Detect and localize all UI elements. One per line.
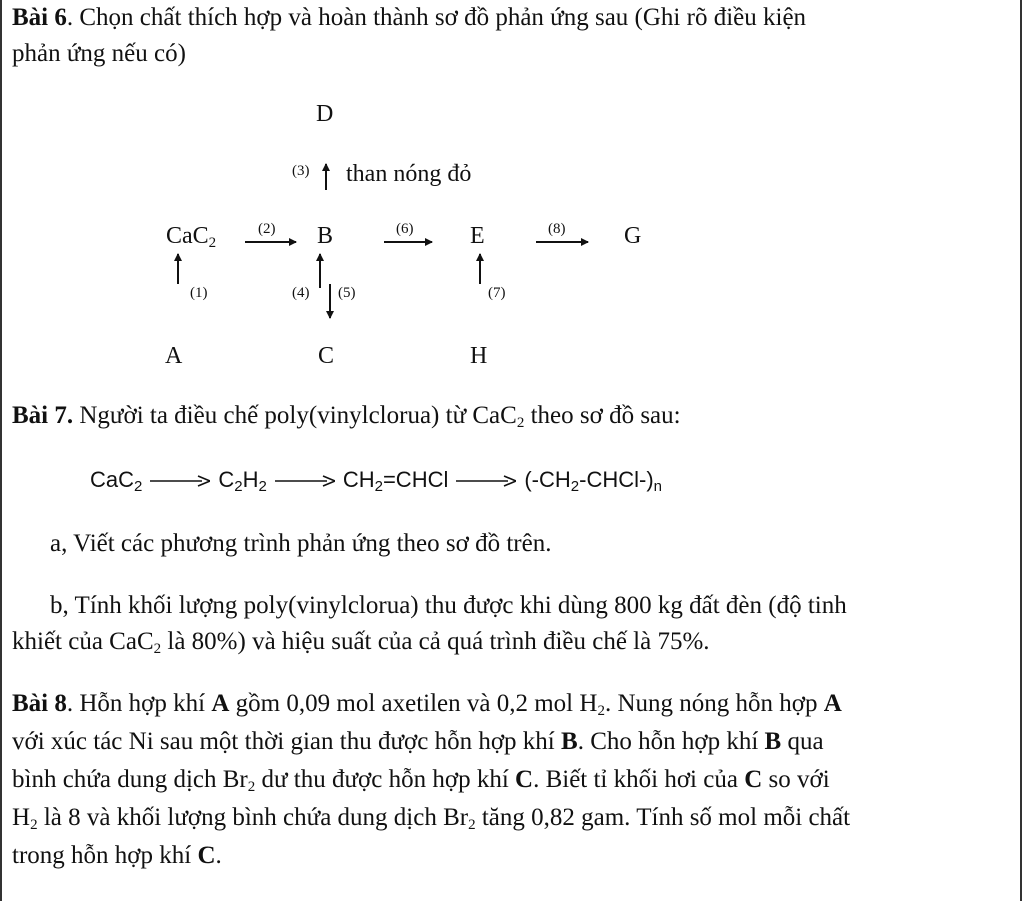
scheme-vc-sub: 2 [374, 478, 383, 495]
scheme-vinyl-chloride [342, 467, 449, 495]
bai8-l4-a: H [12, 804, 31, 831]
bai8-l1-A: A [211, 690, 230, 717]
cac2-main: CaC [166, 223, 209, 249]
bai8-line1 [12, 686, 842, 722]
bai8-l1-c: . Nung nóng hỗn hợp [604, 690, 824, 717]
bai7-intro [12, 398, 681, 434]
bai8-line3 [12, 762, 830, 798]
compound-E: E [470, 223, 485, 249]
reaction-note-3: (3) [292, 163, 310, 179]
reaction-note-4: (4) [292, 285, 310, 301]
bai8-line5 [12, 838, 222, 874]
bai8-l3-C2: C [744, 766, 763, 793]
scheme-pvc-sub: 2 [570, 478, 580, 495]
bai7-intro-before: Người ta điều chế poly(vinylclorua) từ CaC [73, 402, 517, 429]
bai8-l4-c: tăng 0,82 gam. Tính số mol mỗi chất [475, 804, 851, 831]
scheme-c2h2-c: C [218, 467, 235, 492]
compound-D: D [316, 101, 334, 127]
bai8-l1-sub: 2 [597, 703, 605, 719]
bai8-line4 [12, 800, 850, 836]
bai7-intro-sub: 2 [516, 415, 525, 431]
scheme-pvc [524, 467, 663, 495]
bai8-line2 [12, 724, 824, 760]
bai7-scheme [90, 462, 662, 498]
reaction-note-8: (8) [548, 221, 566, 237]
compound-G: G [624, 223, 642, 249]
bai7-part-b-line1: b, Tính khối lượng poly(vinylclorua) thu được khi dùng 800 kg đất đèn (độ tinh [50, 592, 847, 619]
bai8-l2-b: . Cho hỗn hợp khí [577, 728, 765, 755]
bai8-l4-sub2: 2 [468, 817, 476, 833]
scheme-cac2-main: CaC [90, 467, 135, 492]
bai8-l2-B2: B [764, 728, 782, 755]
bai8-l1-b: gồm 0,09 mol axetilen và 0,2 mol H [229, 690, 598, 717]
bai7-intro-after: theo sơ đồ sau: [524, 402, 681, 429]
reaction-note-1: (1) [190, 285, 208, 301]
scheme-c2h2-sub2: 2 [258, 478, 267, 495]
bai7-part-a: a, Viết các phương trình phản ứng theo sơ đồ trên. [50, 530, 552, 557]
bai8-l5-b: . [215, 842, 222, 869]
scheme-pvc-b: -CHCl-) [579, 467, 654, 492]
bai8-label: Bài 8 [12, 690, 67, 717]
bai8-l2-a: với xúc tác Ni sau một thời gian thu được hỗn hợp khí [12, 728, 561, 755]
bai8-l5-a: trong hỗn hợp khí [12, 842, 198, 869]
reaction-note-5: (5) [338, 285, 356, 301]
reaction-note-7: (7) [488, 285, 506, 301]
bai8-l2-B: B [561, 728, 578, 755]
bai8-l3-a: bình chứa dung dịch Br [12, 766, 248, 793]
bai7-part-b-line2 [12, 624, 710, 660]
compound-A: A [165, 343, 183, 369]
scheme-arrow-3 [456, 474, 516, 488]
bai8-l1-A2: A [823, 690, 842, 717]
scheme-cac2 [90, 467, 143, 495]
reaction-note-6: (6) [396, 221, 414, 237]
cac2-sub: 2 [208, 235, 217, 251]
bai6-line2: phản ứng nếu có) [12, 40, 186, 67]
scheme-c2h2-h: H [242, 467, 259, 492]
bai7-b2-before: khiết của CaC [12, 628, 154, 655]
bai8-l3-sub: 2 [247, 779, 256, 795]
bai8-l3-C: C [515, 766, 534, 793]
bai7-b2-after: là 80%) và hiệu suất của cả quá trình điều chế là 75%. [161, 628, 710, 655]
scheme-vc-b: =CHCl [382, 467, 449, 492]
bai7-label: Bài 7. [12, 402, 74, 429]
bai8-l3-b: dư thu được hỗn hợp khí [255, 766, 516, 793]
bai8-l4-sub1: 2 [30, 817, 38, 833]
compound-H: H [470, 343, 488, 369]
bai6-line1: . Chọn chất thích hợp và hoàn thành sơ đồ phản ứng sau (Ghi rõ điều kiện [66, 4, 807, 31]
scheme-cac2-sub: 2 [134, 478, 143, 495]
bai8-l3-c: . Biết tỉ khối hơi của [533, 766, 745, 793]
condition-3: than nóng đỏ [346, 161, 472, 187]
scheme-arrow-2 [275, 474, 335, 488]
scheme-pvc-a: (-CH [524, 467, 571, 492]
bai8-l3-d: so với [762, 766, 830, 793]
reaction-note-2: (2) [258, 221, 276, 237]
scheme-vc-a: CH [342, 467, 375, 492]
bai8-l4-b: là 8 và khối lượng bình chứa dung dịch Br [37, 804, 469, 831]
scheme-arrow-1 [150, 474, 210, 488]
bai8-l1-a: . Hỗn hợp khí [66, 690, 212, 717]
bai8-l2-c: qua [781, 728, 824, 755]
compound-B: B [317, 223, 334, 249]
bai7-b2-sub: 2 [153, 641, 162, 657]
scheme-pvc-sub-n: n [653, 478, 663, 495]
bai8-l5-C: C [197, 842, 216, 869]
scheme-c2h2 [218, 467, 267, 495]
compound-C: C [318, 343, 335, 369]
bai6-label: Bài 6 [12, 4, 67, 31]
scheme-c2h2-sub1: 2 [234, 478, 243, 495]
